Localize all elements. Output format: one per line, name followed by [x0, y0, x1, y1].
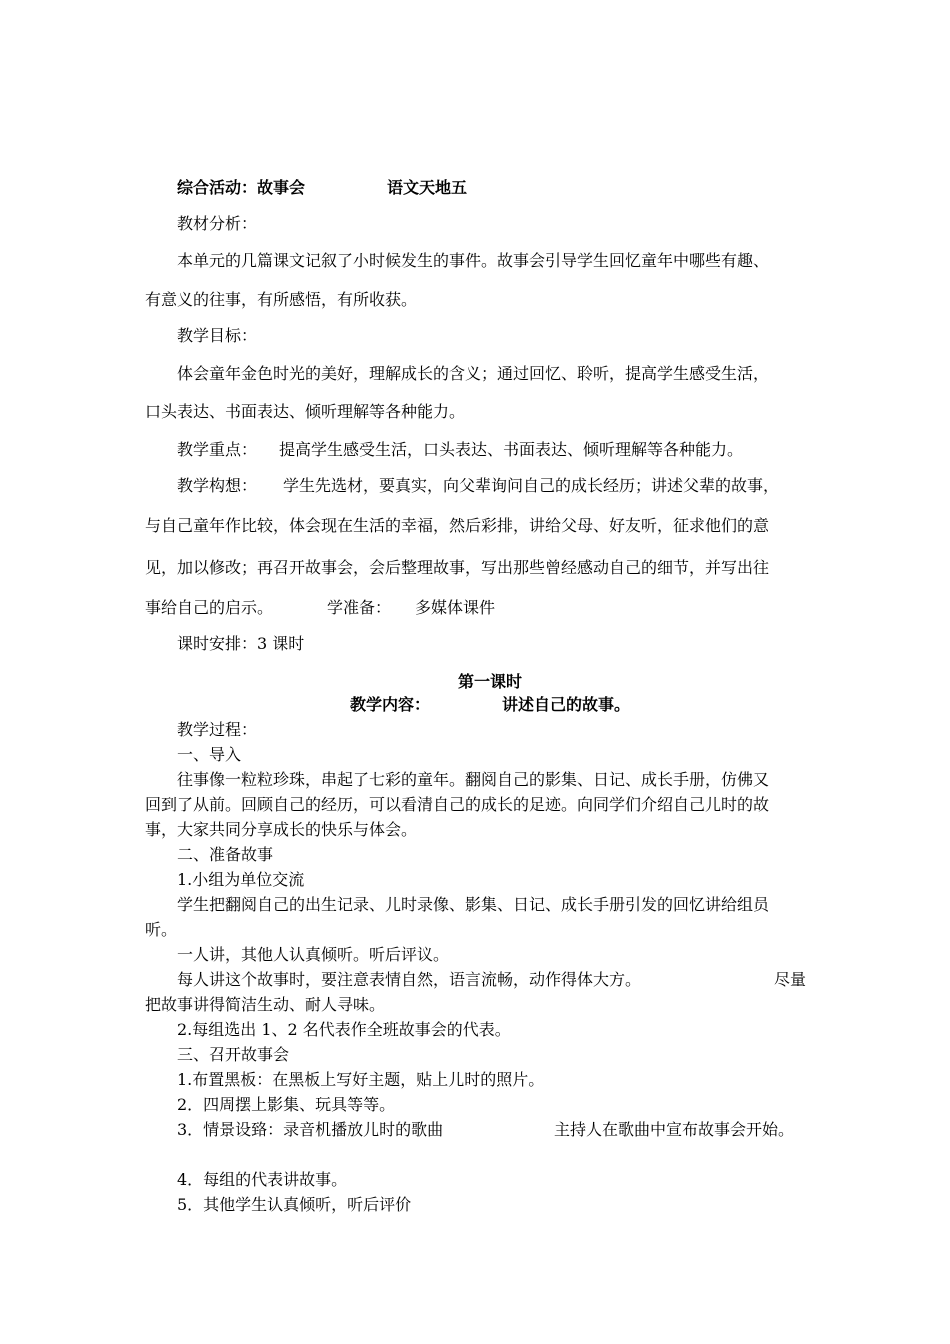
focus-label: 教学重点：	[177, 440, 258, 459]
section-1-text-2: 回到了从前。回顾自己的经历，可以看清自己的成长的足迹。向同学们介绍自己儿时的故	[145, 795, 770, 814]
section-1-title: 一、导入	[177, 745, 242, 764]
prep-label: 学准备：	[327, 598, 392, 617]
focus-line	[177, 440, 743, 460]
section-2-text-5: 把故事讲得简洁生动、耐人寻味。	[145, 995, 386, 1014]
section-1-text-1: 往事像一粒粒珍珠，串起了七彩的童年。翻阅自己的影集、日记、成长手册，仿佛又	[177, 770, 770, 789]
schedule-text: 课时安排：3 课时	[177, 634, 305, 653]
goals-text-1: 体会童年金色时光的美好，理解成长的含义；通过回忆、聆听，提高学生感受生活，	[177, 364, 770, 383]
concept-line-4	[145, 598, 495, 618]
concept-line-1	[177, 476, 779, 496]
prep-value: 多媒体课件	[415, 598, 496, 617]
unit-subtitle: 语文天地五	[387, 178, 468, 197]
section-2-item-1: 1.小组为单位交流	[177, 870, 305, 889]
lesson-title: 第一课时	[458, 672, 523, 691]
goals-label: 教学目标：	[177, 326, 258, 345]
section-2-text-4: 每人讲这个故事时，要注意表情自然，语言流畅，动作得体大方。	[177, 970, 642, 989]
analysis-text-1: 本单元的几篇课文记叙了小时候发生的事件。故事会引导学生回忆童年中哪些有趣、	[177, 251, 770, 270]
analysis-label: 教材分析：	[177, 214, 258, 233]
goals-text-2: 口头表达、书面表达、倾听理解等各种能力。	[145, 402, 466, 421]
analysis-text-2: 有意义的往事，有所感悟，有所收获。	[145, 290, 418, 309]
lesson-content	[350, 695, 630, 715]
section-3-item-1: 1.布置黑板：在黑板上写好主题，贴上儿时的照片。	[177, 1070, 545, 1089]
lesson-content-value: 讲述自己的故事。	[502, 695, 631, 714]
concept-label: 教学构想：	[177, 476, 258, 495]
section-3-item-5: 5．其他学生认真倾听，听后评价	[177, 1195, 412, 1214]
process-label: 教学过程：	[177, 720, 258, 739]
section-3-item-2: 2．四周摆上影集、玩具等等。	[177, 1095, 396, 1114]
concept-text-2: 与自己童年作比较，体会现在生活的幸福，然后彩排，讲给父母、好友听，征求他们的意	[145, 516, 770, 535]
section-1-text-3: 事，大家共同分享成长的快乐与体会。	[145, 820, 418, 839]
section-2-text-3: 一人讲，其他人认真倾听。听后评议。	[177, 945, 450, 964]
section-3-item-3-end: 主持人在歌曲中宣布故事会开始。	[554, 1120, 795, 1139]
lesson-content-label: 教学内容：	[350, 695, 431, 714]
section-2-text-2: 听。	[145, 920, 178, 939]
concept-text-1: 学生先选材，要真实，向父辈询问自己的成长经历；讲述父辈的故事，	[283, 476, 780, 495]
section-3-item-3: 3．情景设臵：录音机播放儿时的歌曲	[177, 1120, 444, 1139]
section-2-item-2: 2.每组选出 1、2 名代表作全班故事会的代表。	[177, 1020, 511, 1039]
section-2-title: 二、准备故事	[177, 845, 274, 864]
concept-text-4: 事给自己的启示。	[145, 598, 274, 617]
unit-title: 综合活动：故事会	[177, 178, 306, 197]
section-2-text-4-end: 尽量	[774, 970, 807, 989]
focus-text: 提高学生感受生活，口头表达、书面表达、倾听理解等各种能力。	[279, 440, 744, 459]
section-3-title: 三、召开故事会	[177, 1045, 290, 1064]
section-3-item-4: 4．每组的代表讲故事。	[177, 1170, 348, 1189]
concept-text-3: 见，加以修改；再召开故事会，会后整理故事，写出那些曾经感动自己的细节，并写出往	[145, 558, 770, 577]
section-2-text-1: 学生把翻阅自己的出生记录、儿时录像、影集、日记、成长手册引发的回忆讲给组员	[177, 895, 770, 914]
header-line	[177, 178, 467, 198]
